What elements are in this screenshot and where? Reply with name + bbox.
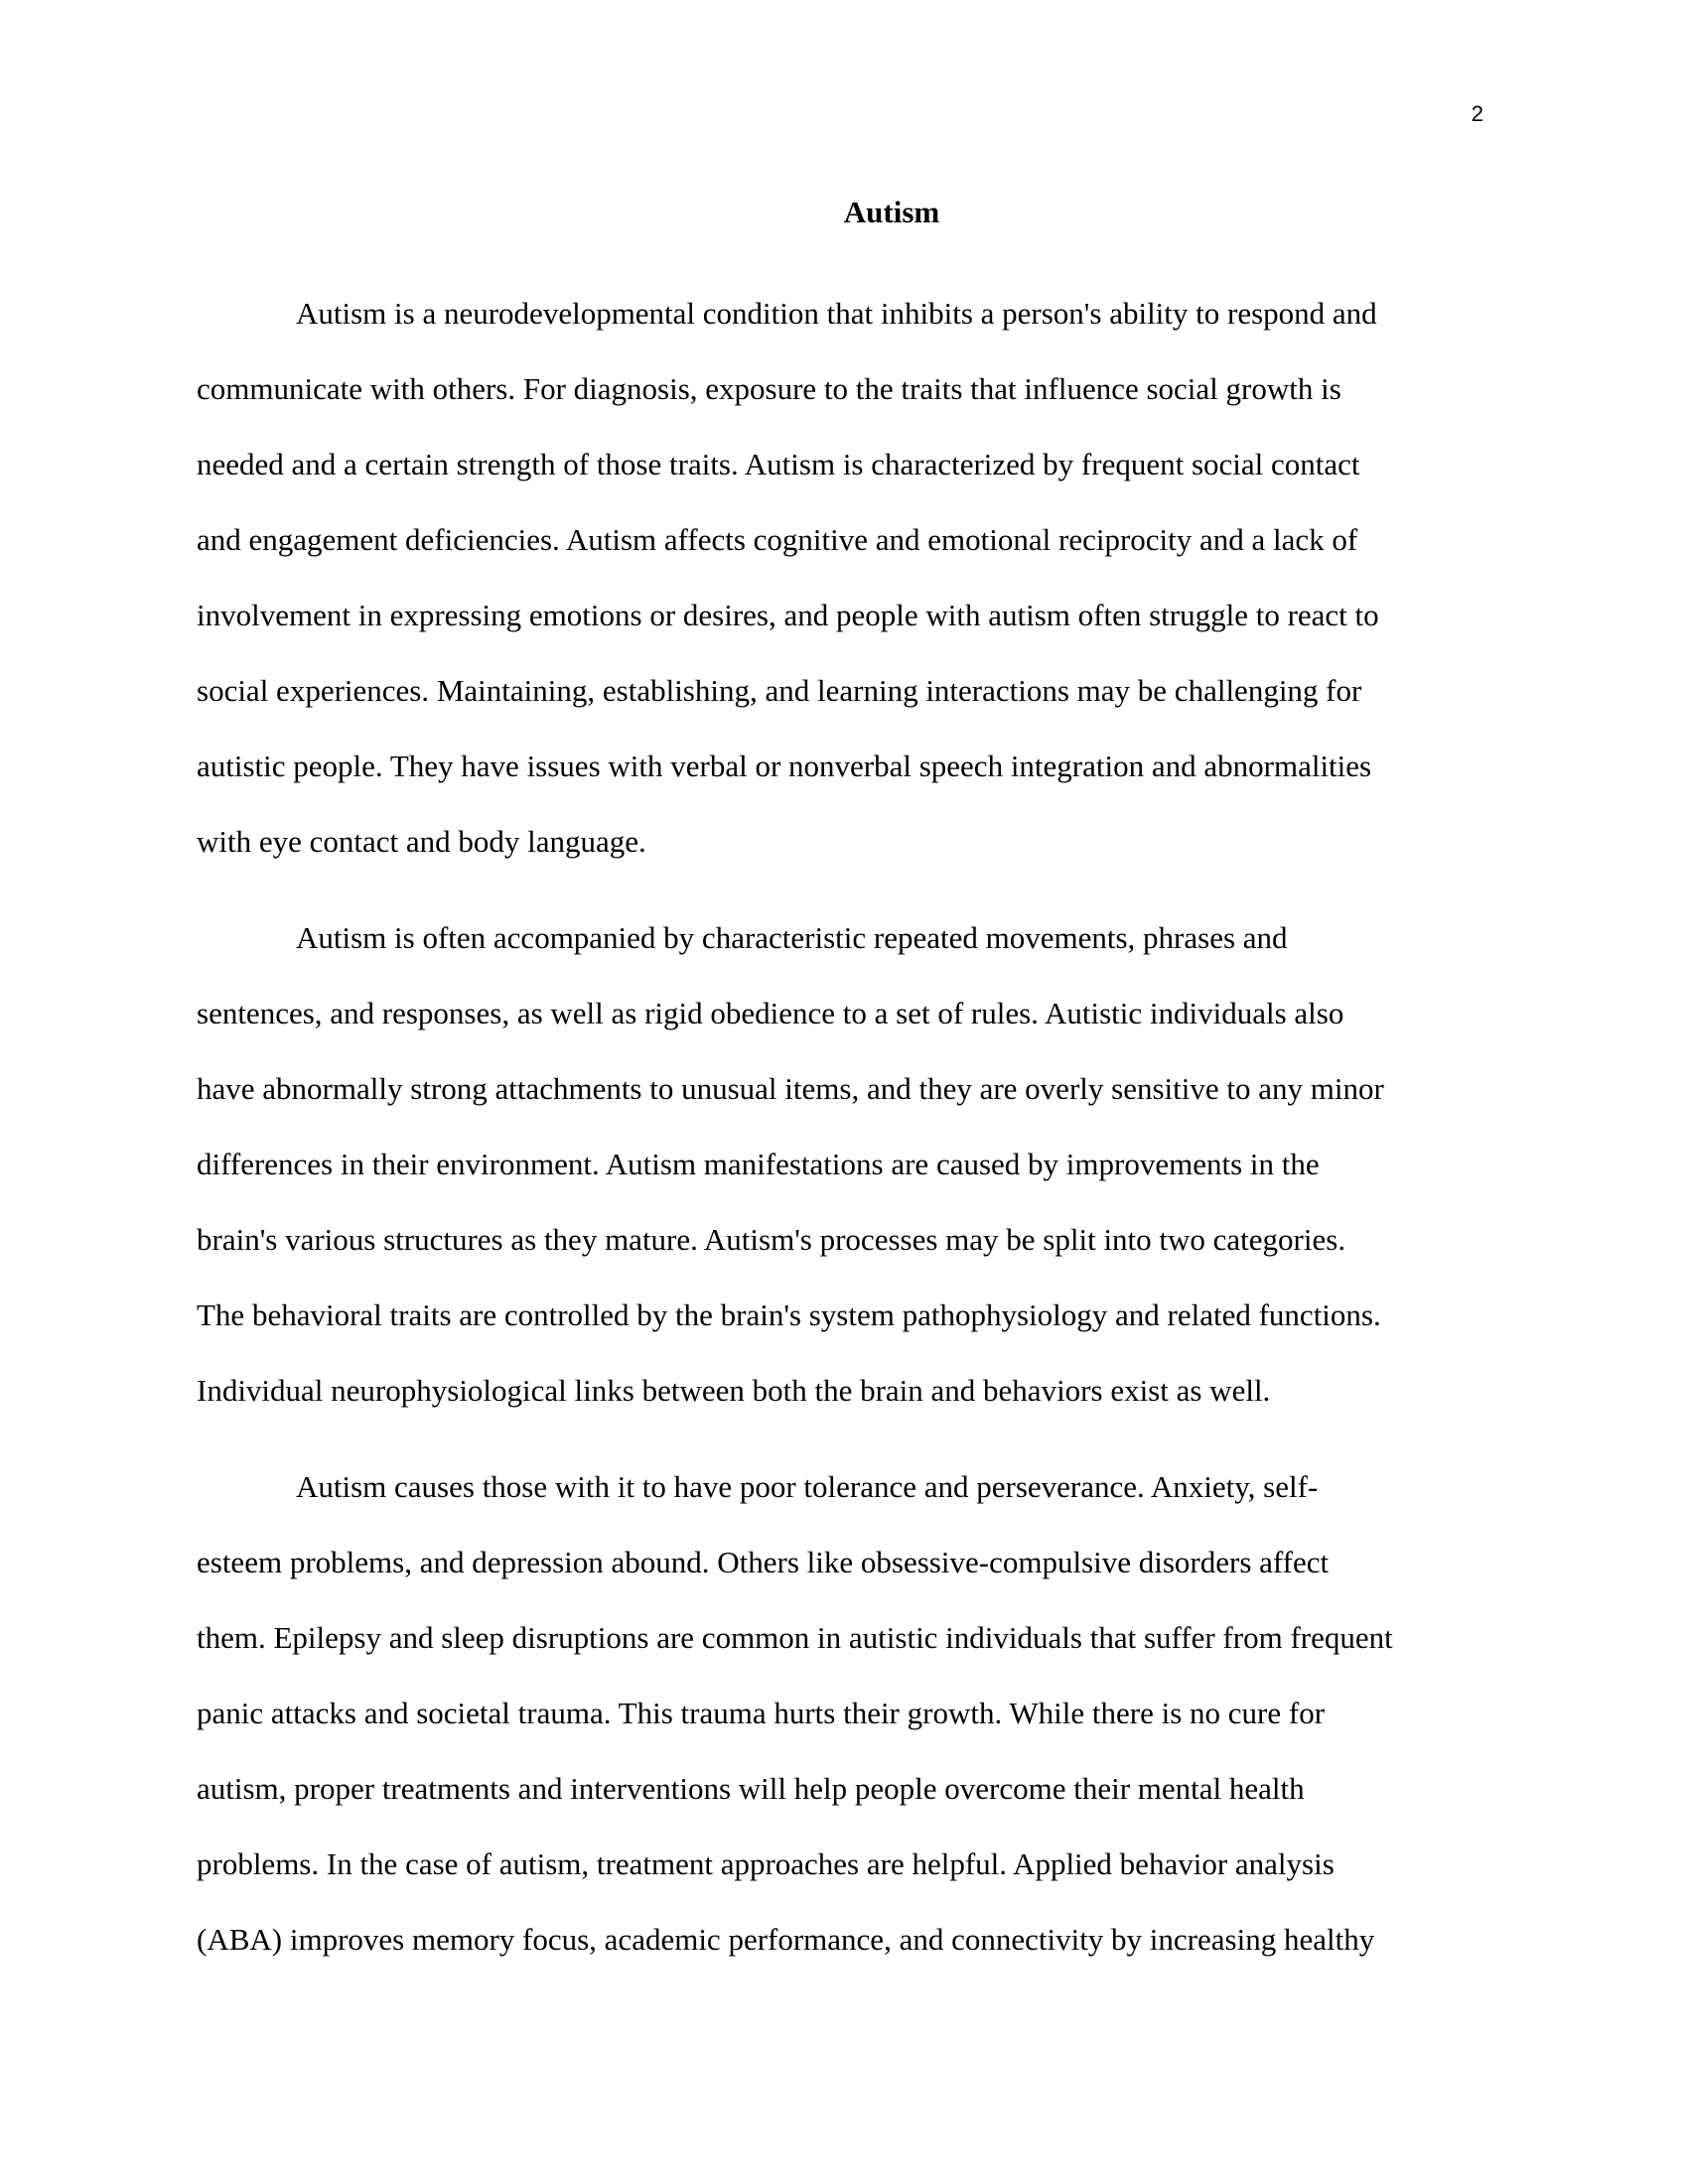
text-line: and engagement deficiencies. Autism affects cognitive and emotional reciprocity and a lack of: [197, 522, 1358, 557]
text-line: (ABA) improves memory focus, academic performance, and connectivity by increasing healthy: [197, 1922, 1375, 1957]
text-line: Autism is a neurodevelopmental condition that inhibits a person's ability to respond and: [296, 296, 1377, 331]
text-line: panic attacks and societal trauma. This trauma hurts their growth. While there is no cure for: [197, 1696, 1326, 1730]
text-line: brain's various structures as they mature. Autism's processes may be split into two categories.: [197, 1222, 1346, 1257]
text-line: esteem problems, and depression abound. Others like obsessive-compulsive disorders affect: [197, 1545, 1330, 1579]
text-line: The behavioral traits are controlled by the brain's system pathophysiology and related functions.: [197, 1297, 1381, 1332]
text-line: sentences, and responses, as well as rigid obedience to a set of rules. Autistic individuals also: [197, 996, 1344, 1030]
text-line: autism, proper treatments and interventions will help people overcome their mental health: [197, 1771, 1305, 1806]
text-line: Autism is often accompanied by characteristic repeated movements, phrases and: [296, 920, 1288, 955]
text-line: differences in their environment. Autism manifestations are caused by improvements in the: [197, 1147, 1320, 1181]
text-line: them. Epilepsy and sleep disruptions are common in autistic individuals that suffer from frequent: [197, 1620, 1393, 1655]
text-line: Autism causes those with it to have poor tolerance and perseverance. Anxiety, self-: [296, 1469, 1319, 1504]
text-line: needed and a certain strength of those traits. Autism is characterized by frequent social contact: [197, 447, 1360, 481]
text-line: problems. In the case of autism, treatment approaches are helpful. Applied behavior analysis: [197, 1846, 1335, 1881]
page-number: 2: [1471, 101, 1483, 126]
text-line: autistic people. They have issues with verbal or nonverbal speech integration and abnormalities: [197, 749, 1372, 783]
text-line: have abnormally strong attachments to unusual items, and they are overly sensitive to any minor: [197, 1071, 1384, 1106]
text-line: social experiences. Maintaining, establishing, and learning interactions may be challenging for: [197, 673, 1362, 708]
text-line: Individual neurophysiological links between both the brain and behaviors exist as well.: [197, 1373, 1271, 1408]
text-line: with eye contact and body language.: [197, 824, 646, 859]
text-line: involvement in expressing emotions or desires, and people with autism often struggle to react to: [197, 598, 1379, 632]
document-title: Autism: [843, 195, 940, 229]
text-line: communicate with others. For diagnosis, exposure to the traits that influence social growth is: [197, 371, 1341, 406]
